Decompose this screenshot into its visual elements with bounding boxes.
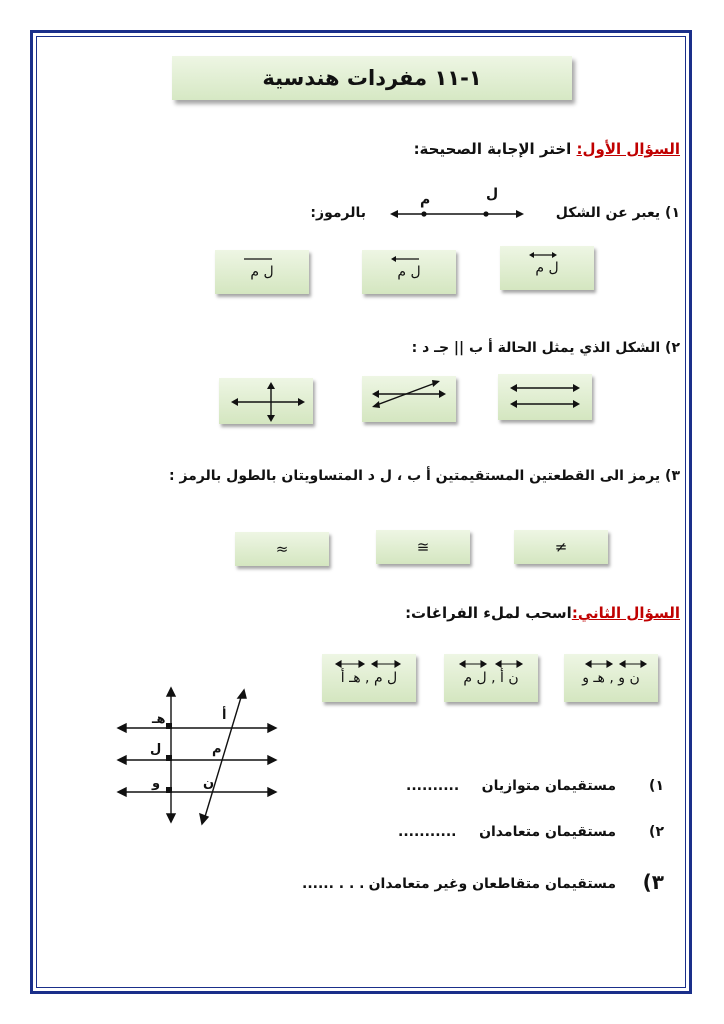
congruent-symbol: ≅ (416, 538, 430, 556)
blank-3-number: ٣) (642, 870, 664, 894)
blank-1-text: مستقيمان متوازيان (481, 778, 616, 794)
option-congruent-symbol[interactable] (376, 530, 470, 564)
option-segment-lm[interactable] (215, 250, 309, 294)
blank-2-number: ٢) (649, 824, 664, 840)
page-title: ١-١١ مفردات هندسية (172, 56, 572, 100)
point-label-l: ل (486, 186, 499, 202)
option-line-lm-text: ل م (535, 260, 559, 276)
figure-label-h: هـ (152, 712, 166, 727)
figure-label-m: م (212, 742, 222, 757)
double-arrow-icon (529, 252, 559, 260)
option-approx-symbol[interactable] (235, 532, 329, 566)
blank-3-dots[interactable]: ...... . . . (302, 876, 365, 892)
option-ray-lm-text: ل م (397, 264, 421, 280)
q2-label: السؤال الثاني: (571, 604, 680, 622)
q1-item2-text: ٢) الشكل الذي يمثل الحالة أ ب || جـ د : (411, 340, 680, 356)
drag-option-na-lm-text: ن أ , ل م (463, 670, 519, 686)
q1-instruction: اختر الإجابة الصحيحة: (413, 140, 577, 158)
option-segment-lm-text: ل م (250, 264, 274, 280)
figure-label-w: و (152, 776, 161, 791)
q1-label: السؤال الأول: (576, 140, 680, 158)
ray-arrow-icon (391, 256, 421, 264)
option-ray-lm[interactable] (362, 250, 456, 294)
q1-item3-text: ٣) يرمز الى القطعتين المستقيمتين أ ب ، ل د المتساويتان بالطول بالرمز : (168, 468, 680, 484)
page-border-inner (36, 36, 686, 988)
intersecting-lines-icon (362, 376, 456, 422)
q1-item1-suffix: بالرموز: (310, 205, 366, 221)
option-line-lm[interactable] (500, 246, 594, 290)
blank-2-dots[interactable]: ........... (398, 824, 457, 840)
approx-symbol: ≈ (275, 540, 289, 558)
option-not-equal-symbol[interactable] (514, 530, 608, 564)
q2-instruction: اسحب لملء الفراغات: (405, 604, 572, 622)
figure-label-n: ن (203, 776, 215, 791)
option-perpendicular-lines[interactable] (219, 378, 313, 424)
not-equal-symbol: ≠ (554, 538, 568, 556)
line-lm-figure (390, 190, 530, 230)
point-label-m: م (420, 192, 431, 208)
q1-item1-prefix: ١) يعبر عن الشكل (555, 205, 680, 221)
blank-3-text: مستقيمان متقاطعان وغير متعامدان (368, 876, 616, 892)
blank-1-dots[interactable]: .......... (406, 778, 460, 794)
blank-1-number: ١) (649, 778, 664, 794)
parallel-lines-icon (498, 374, 592, 420)
figure-label-a: أ (222, 708, 227, 723)
option-parallel-lines[interactable] (498, 374, 592, 420)
perpendicular-lines-icon (219, 378, 313, 424)
drag-option-nw-hw-text: ن و , هـ و (582, 670, 640, 686)
segment-bar-icon (244, 256, 274, 264)
q2-heading (405, 604, 680, 622)
q1-heading (414, 140, 680, 158)
drag-option-lm-ha-text: ل م , هـ أ (340, 670, 398, 686)
blank-2-text: مستقيمان متعامدان (479, 824, 616, 840)
figure-label-l: ل (150, 742, 162, 757)
drag-option-arrows (322, 654, 658, 702)
lines-figure (118, 686, 278, 826)
option-intersecting-lines[interactable] (362, 376, 456, 422)
